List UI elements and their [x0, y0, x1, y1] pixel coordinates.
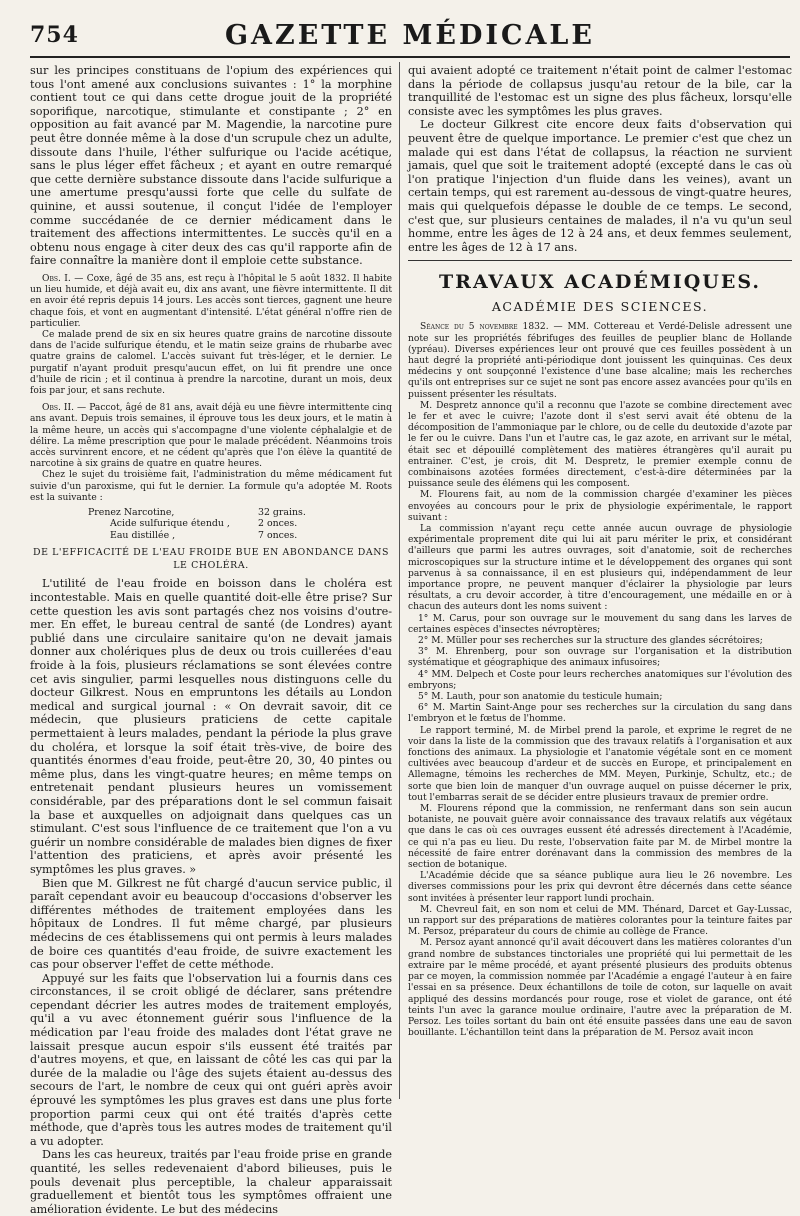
mirbel-paragraph: Le rapport terminé, M. de Mirbel prend la parole, et exprime le regret de ne voir dans la liste de la commission que des travaux relatifs à l'organisation et aux fonctions des animaux. La physiologie et l'anatomie végétale sont en ce moment cultivées avec beaucoup d'ardeur et de succès en Europe, et principalement en Allemagne, témoins les recherches de MM. Meyen, Purkinje, Schultz, etc.; de sorte que bien loin de manquer d'un ouvrage auquel on puisse décerner le prix, tout l'embarras serait de se décider entre plusieurs travaux de premier ordre. — [408, 725, 792, 803]
despretz-paragraph: M. Despretz annonce qu'il a reconnu que l'azote se combine directement avec le fer et avec le cuivre; l'azote dont il s'est servi avait été obtenu de la décomposition de l'ammoniaque par le chlore, ou de celle du deutoxide d'azote par le fer ou le cuivre. Dans l'un et l'autre cas, le gaz azote, en arrivant sur le métal, était sec et dépouillé complètement des matières étrangères qu'il aurait pu entrainer. C'est, je crois, dit M. Despretz, le premier exemple connu de combinaisons azotées formées directement, c'est-à-dire déterminées par la puissance seule des élémens qui les composent. — [408, 400, 792, 490]
observation-1-treatment: Ce malade prend de six en six heures quatre grains de narcotine dissoute dans de l'acide sulfurique étendu, et le matin seize grains de rhubarbe avec quatre grains de calomel. L'accès suivant fut très-léger, et le dernier. Le purgatif n'ayant produit presqu'aucun effet, on lui fit prendre une once d'huile de ricin ; et il continua à prendre la narcotine, durant un mois, deux fois par jour, et sans rechute. — [30, 329, 392, 396]
section-rule — [408, 260, 792, 261]
formula-row: Prenez Narcotine, 32 grains. — [88, 506, 306, 518]
flourens-report-intro: M. Flourens fait, au nom de la commission chargée d'examiner les pièces envoyées au concours pour le prix de physiologie expérimentale, le rapport suivant : — [408, 490, 792, 523]
persoz-paragraph: M. Persoz ayant annoncé qu'il avait découvert dans les matières colorantes d'un grand nombre de substances tinctoriales une propriété qui lui permettait de les extraire par le même procédé, et ayant présenté plusieurs des produits obtenus par ce moyen, la commission nommée par l'Académie a engagé l'auteur à en faire l'essai en sa présence. Deux échantillons de toile de coton, sur laquelle on avait appliqué des dessins mordancés pour rouge, rose et violet de garance, ont été teints l'un avec la garance moulue ordinaire, l'autre avec la préparation de M. Persoz. Les toiles sortant du bain ont été ensuite passées dans une eau de savon bouillante. L'échantillon teint dans la préparation de M. Persoz avait incon — [408, 938, 792, 1039]
award-list-item: 3° M. Ehrenberg, pour son ouvrage sur l'organisation et la distribution systématique et géographique des animaux infusoires; — [408, 647, 792, 669]
observation-2 — [30, 403, 392, 470]
observation-1-label: Obs. I. — [42, 273, 71, 284]
opium-paragraph: sur les principes constituans de l'opium des expériences qui tous l'ont amené aux conclusions suivantes : 1° la morphine contient tout ce qui dans cette drogue jouit de la propriété soporifique, narcotique, stimulante et constipante ; 2° en opposition au fait avancé par M. Magendie, la narcotine pure peut être donnée même à la dose d'un scrupule chez un adulte, dissoute dans l'huile, l'éther sulfurique ou l'acide acétique, sans le plus léger effet fâcheux ; et ayant en outre remarqué que cette dernière substance dissoute dans l'acide sulfurique a une amertume presqu'aussi forte que celle du sulfate de quinine, et aussi soutenue, il conçut l'idée de l'employer comme succédanée de ce dernier médicament dans le traitement des affections intermittentes. Le succès qu'il en a obtenu nous engage à citer deux des cas qu'il rapporte afin de faire connaître la manière dont il emploie cette substance. — [30, 64, 392, 268]
observation-2-text: — Paccot, âgé de 81 ans, avait déjà eu une fièvre intermittente cinq ans avant. Depuis trois semaines, il éprouve tous les deux jours, et le matin à la même heure, un accès qui s'accompagne d'une violente céphalalgie et de délire. La même prescription que pour le malade précédent. Néanmoins trois accès survinrent encore, et ne cédent qu'après que l'on élève la quantité de narcotine à six grains de quatre en quatre heures. — [30, 403, 392, 470]
seance-text: — MM. Cottereau et Verdé-Delisle adressent une note sur les propriétés fébrifuges des feuilles de peuplier blanc de Hollande (ypréau). Diverses expériences leur ont prouvé que ces feuilles possèdent à un haut degré la propriété anti-périodique dont jouissent les quinquinas. Ces deux médecins y ont soupçonné l'existence d'une base alcaline; mais les recherches qu'ils ont entreprises sur ce sujet ne sont pas encore assez avancées pour qu'ils en puissent présenter les résultats. — [408, 322, 792, 400]
flourens-reply-paragraph: M. Flourens répond que la commission, ne renfermant dans son sein aucun botaniste, ne pouvait guère avoir connaissance des travaux relatifs aux végétaux que dans le cas où ces ouvrages eussent été adressés directement à l'Académie, ce qui n'a pas eu lieu. Du reste, l'observation faite par M. de Mirbel montre la nécessité de faire entrer dorénavant dans la commission des membres de la section de botanique. — [408, 804, 792, 871]
cholera-continuation: qui avaient adopté ce traitement n'était point de calmer l'estomac dans la période de collapsus jusqu'au retour de la bile, car la tranquillité de l'estomac est un signe des plus fâcheux, lorsqu'elle consiste avec les symptômes les plus graves. — [408, 64, 792, 118]
column-divider — [399, 62, 400, 1099]
prescription-formula — [88, 507, 392, 542]
journal-title: GAZETTE MÉDICALE — [224, 20, 595, 51]
gilkrest-observations: Le docteur Gilkrest cite encore deux faits d'observation qui peuvent être de quelque importance. Le premier c'est que chez un malade qui est dans l'état de collapsus, la réaction ne survient jamais, quel que soit le traitement adopté (excepté dans le cas où l'on pratique l'injection d'un fluide dans les veines), avant un certain temps, qui est rarement au-dessous de vingt-quatre heures, mais qui quelquefois dépasse le double de ce temps. Le second, c'est que, sur plusieurs centaines de malades, il n'a vu qu'un seul homme, entre les âges de 12 à 24 ans, et deux femmes seulement, entre les âges de 12 à 17 ans. — [408, 118, 792, 254]
seance-label: Séance du 5 novembre 1832. — [420, 322, 549, 333]
page-number: 754 — [30, 22, 79, 48]
right-column — [408, 64, 792, 1099]
cholera-heading: DE L'EFFICACITÉ DE L'EAU FROIDE BUE EN ABONDANCE DANS LE CHOLÉRA. — [32, 547, 390, 571]
award-list-item: 4° MM. Delpech et Coste pour leurs recherches anatomiques sur l'évolution des embryons; — [408, 669, 792, 691]
cholera-paragraph-2: Bien que M. Gilkrest ne fût chargé d'aucun service public, il paraît cependant avoir eu beaucoup d'occasions d'observer les différentes méthodes de traitement employées dans les hôpitaux de Londres. Il fut même chargé, par plusieurs médecins de ces établissemens qui ont permis à leurs malades de boire ces quantités d'eau froide, de suivre exactement les cas pour observer l'effet de cette méthode. — [30, 876, 392, 972]
seance-paragraph — [408, 322, 792, 400]
page-header — [30, 20, 790, 58]
observation-1 — [30, 274, 392, 330]
award-list-item: 1° M. Carus, pour son ouvrage sur le mouvement du sang dans les larves de certaines espèces d'insectes névroptères; — [408, 613, 792, 635]
section-subtitle: ACADÉMIE DES SCIENCES. — [491, 299, 709, 315]
cholera-paragraph-1: L'utilité de l'eau froide en boisson dans le choléra est incontestable. Mais en quelle quantité doit-elle être prise? Sur cette question les avis sont partagés chez nos voisins d'outre-mer. En effet, le bureau central de santé (de Londres) ayant publié dans une circulaire sanitaire qu'on ne devait jamais donner aux cholériques plus de deux ou trois cuillerées d'eau froide à la fois, plusieurs réclamations se sont élevées contre cet avis singulier, parmi lesquelles nous distinguons celle du docteur Gilkrest. Nous en empruntons les détails au London medical and surgical journal : « On devrait savoir, dit ce médecin, que plusieurs praticiens de cette capitale permettaient à leurs malades, pendant la période la plus grave du choléra, et lorsque la soif était très-vive, de boire des quantités énormes d'eau froide, peut-être 20, 30, 40 pintes ou même plus, dans les vingt-quatre heures; en même temps on entretenait pendant plusieurs heures un vomissement considérable, par des préparations dont le sel commun faisait la base et auxquelles on adjoignait dans quelques cas un stimulant. C'est sous l'influence de ce traitement que l'on a vu guérir un nombre considérable de malades bien dignes de fixer l'attention des praticiens, et après avoir présenté les symptômes les plus graves. » — [30, 577, 392, 876]
cholera-paragraph-4: Dans les cas heureux, traités par l'eau froide prise en grande quantité, les selles redevenaient d'abord bilieuses, puis le pouls devenait plus perceptible, la chaleur apparaissait graduellement et bientôt tous les symptômes offraient une amélioration évidente. Le but des médecins — [30, 1148, 392, 1216]
formula-row: Acide sulfurique étendu , 2 onces. — [110, 518, 298, 530]
observation-2-label: Obs. II. — [42, 403, 74, 414]
cholera-paragraph-3: Appuyé sur les faits que l'observation lui a fournis dans ces circonstances, il se croit obligé de déclarer, sans prétendre cependant décrier les autres modes de traitement employés, qu'il a vu avec étonnement guérir sous l'influence de la médication par l'eau froide des malades dont l'état grave ne laissait presque aucun espoir s'ils eussent été traités par d'autres moyens, et que, en laissant de côté les cas qui par la durée de la maladie ou l'âge des sujets étaient au-dessus des secours de l'art, le nombre de ceux qui ont guéri après avoir éprouvé les symptômes les plus graves est dans une plus forte proportion parmi ceux qui ont été traités d'après cette méthode, que d'après tous les autres modes de traitement qu'il a vu adopter. — [30, 971, 392, 1148]
observation-2-followup: Chez le sujet du troisième fait, l'administration du même médicament fut suivie d'un paroxisme, qui fut le dernier. La formule qu'a adoptée M. Roots est la suivante : — [30, 470, 392, 503]
chevreul-paragraph: M. Chevreul fait, en son nom et celui de MM. Thénard, Darcet et Gay-Lussac, un rapport sur des préparations de matières colorantes pour la teinture faites par M. Persoz, préparateur du cours de chimie au collège de France. — [408, 904, 792, 938]
award-list-item: 2° M. Müller pour ses recherches sur la structure des glandes sécrétoires; — [418, 636, 763, 646]
observation-1-text: — Coxe, âgé de 35 ans, est reçu à l'hôpital le 5 août 1832. Il habite un lieu humide, et déjà avait eu, dix ans avant, une fièvre intermittente. Il dit en avoir été repris depuis 14 jours. Les accès sont tierces, gagnent une heure chaque fois, et vont en augmentant d'intensité. L'état général n'offre rien de particulier. — [30, 273, 392, 329]
award-list-item: 5° M. Lauth, pour son anatomie du testicule humain; — [418, 692, 663, 703]
commission-paragraph: La commission n'ayant reçu cette année aucun ouvrage de physiologie expérimentale proprement dite qui lui ait paru mériter le prix, et considérant d'ailleurs que parmi les autres ouvrages, soit d'anatomie, soit de recherches microscopiques sur la structure intime et le développement des organes qui sont parvenus à sa connaissance, il en est plusieurs qui, indépendamment de leur importance propre, ne peuvent manquer d'éclairer la physiologie par leurs résultats, a cru devoir accorder, à titre d'encouragement, une médaille en or à chacun des auteurs dont les noms suivent : — [408, 523, 792, 613]
academie-paragraph: L'Académie décide que sa séance publique aura lieu le 26 novembre. Les diverses commissions pour les prix qui devront être décernés dans cette séance sont invitées à présenter leur rapport lundi prochain. — [408, 871, 792, 904]
left-column — [30, 64, 392, 1216]
section-title: TRAVAUX ACADÉMIQUES. — [439, 271, 761, 294]
award-list-item: 6° M. Martin Saint-Ange pour ses recherches sur la circulation du sang dans l'embryon et le fœtus de l'homme. — [408, 703, 792, 725]
formula-row: Eau distillée , 7 onces. — [110, 529, 298, 541]
